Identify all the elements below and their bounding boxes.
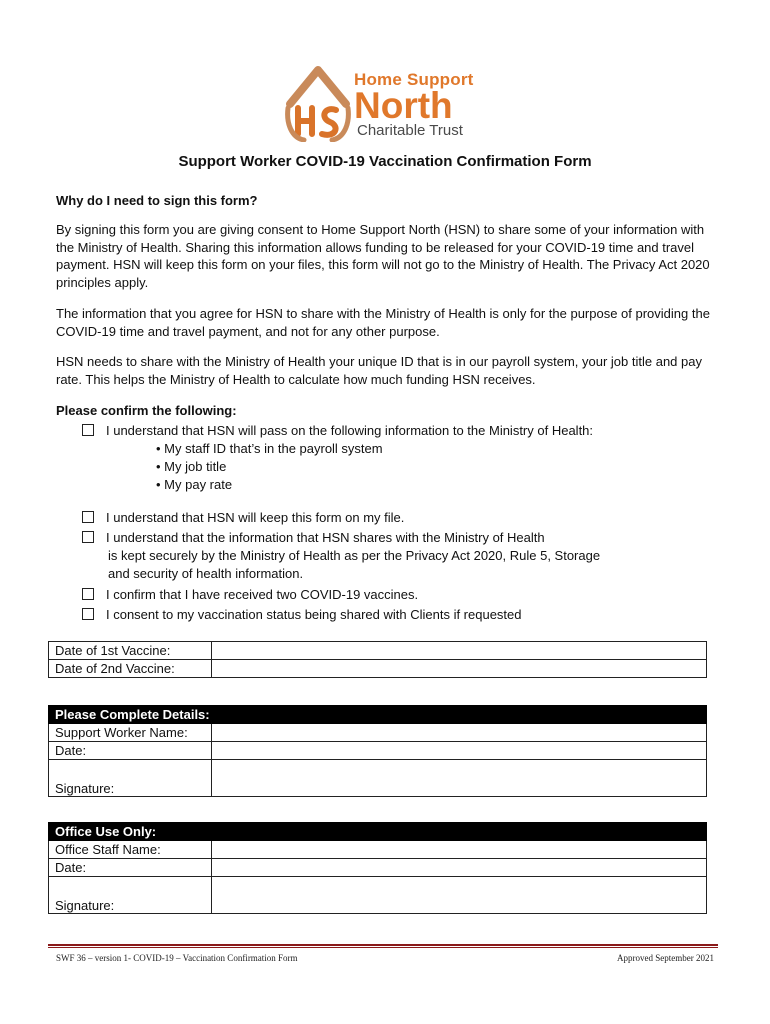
confirm-item-1-label: I understand that HSN will pass on the following information to the Ministry of Health: <box>106 423 594 438</box>
table-row <box>49 642 707 660</box>
confirm-item-2-label: I understand that HSN will keep this form on my file. <box>106 510 405 525</box>
office-use-table <box>48 822 707 914</box>
second-vaccine-label: Date of 2nd Vaccine: <box>49 660 212 678</box>
paragraph-purpose: The information that you agree for HSN to share with the Ministry of Health is only for the purpose of providing the COVID-19 time and travel payment, and not for any other purpose. <box>56 306 710 339</box>
bullet-text: My job title <box>164 459 227 474</box>
office-staff-name-label: Office Staff Name: <box>49 841 212 859</box>
footer-approved: Approved September 2021 <box>617 953 714 963</box>
second-vaccine-date-field[interactable] <box>212 660 707 678</box>
signature-field[interactable] <box>212 760 707 797</box>
footer-divider-thin <box>48 947 718 948</box>
office-signature-field[interactable] <box>212 877 707 914</box>
bullet-item: • My staff ID that’s in the payroll system <box>156 441 383 456</box>
vaccine-dates-table <box>48 641 707 678</box>
confirm-item-4 <box>82 587 418 602</box>
bullet-text: My staff ID that’s in the payroll system <box>164 441 383 456</box>
table-header-row <box>49 823 707 841</box>
confirm-item-5-label: I consent to my vaccination status being shared with Clients if requested <box>106 607 522 622</box>
table-header-row <box>49 706 707 724</box>
hands-logo-icon <box>284 64 354 142</box>
date-field[interactable] <box>212 742 707 760</box>
bullet-item: • My job title <box>156 459 227 474</box>
confirm-item-2 <box>82 510 404 525</box>
paragraph-share: HSN needs to share with the Ministry of Health your unique ID that is in our payroll system, your job title and pay rate. This helps the Ministry of Health to calculate how much funding HSN receives. <box>56 354 702 387</box>
logo-line-3: Charitable Trust <box>357 122 463 139</box>
first-vaccine-label: Date of 1st Vaccine: <box>49 642 212 660</box>
confirm-item-1 <box>82 423 593 438</box>
logo-line-1: Home Support <box>354 70 474 89</box>
bullet-text: My pay rate <box>164 477 233 492</box>
checkbox-2[interactable] <box>82 511 94 523</box>
footer-form-id: SWF 36 – version 1- COVID-19 – Vaccination Confirmation Form <box>56 953 298 963</box>
confirm-item-3 <box>82 530 545 545</box>
confirm-heading: Please confirm the following: <box>56 403 237 418</box>
office-date-field[interactable] <box>212 859 707 877</box>
bullet-item: • My pay rate <box>156 477 233 492</box>
support-worker-name-label: Support Worker Name: <box>49 724 212 742</box>
confirm-item-5 <box>82 607 522 622</box>
support-worker-name-field[interactable] <box>212 724 707 742</box>
why-heading: Why do I need to sign this form? <box>56 193 258 208</box>
confirm-item-3-label: I understand that the information that HSN shares with the Ministry of Health <box>106 530 545 545</box>
checkbox-1[interactable] <box>82 424 94 436</box>
table-row <box>49 760 707 797</box>
office-header: Office Use Only: <box>49 823 707 841</box>
form-title: Support Worker COVID-19 Vaccination Confirmation Form <box>178 153 592 170</box>
details-table <box>48 705 707 797</box>
confirm-item-3-line-2: is kept securely by the Ministry of Health as per the Privacy Act 2020, Rule 5, Storage <box>108 548 601 563</box>
table-row <box>49 877 707 914</box>
table-row <box>49 742 707 760</box>
logo-line-2: North <box>354 85 453 126</box>
checkbox-4[interactable] <box>82 588 94 600</box>
checkbox-3[interactable] <box>82 531 94 543</box>
table-row <box>49 859 707 877</box>
table-row <box>49 724 707 742</box>
hsn-logo <box>284 64 494 142</box>
first-vaccine-date-field[interactable] <box>212 642 707 660</box>
office-date-label: Date: <box>49 859 212 877</box>
table-row <box>49 660 707 678</box>
checkbox-5[interactable] <box>82 608 94 620</box>
details-header: Please Complete Details: <box>49 706 707 724</box>
confirm-item-3-line-3: and security of health information. <box>108 566 304 581</box>
paragraph-consent: By signing this form you are giving consent to Home Support North (HSN) to share some of your information with the Ministry of Health. Sharing this information allows funding to be released for your COVID-19 time and travel payment. HSN will keep this form on your files, this form will not go to the Ministry of Health. The Privacy Act 2020 principles apply. <box>56 222 710 290</box>
office-signature-label: Signature: <box>49 877 212 914</box>
date-label: Date: <box>49 742 212 760</box>
office-staff-name-field[interactable] <box>212 841 707 859</box>
footer-divider <box>48 944 718 946</box>
table-row <box>49 841 707 859</box>
signature-label: Signature: <box>49 760 212 797</box>
confirm-item-4-label: I confirm that I have received two COVID-19 vaccines. <box>106 587 419 602</box>
